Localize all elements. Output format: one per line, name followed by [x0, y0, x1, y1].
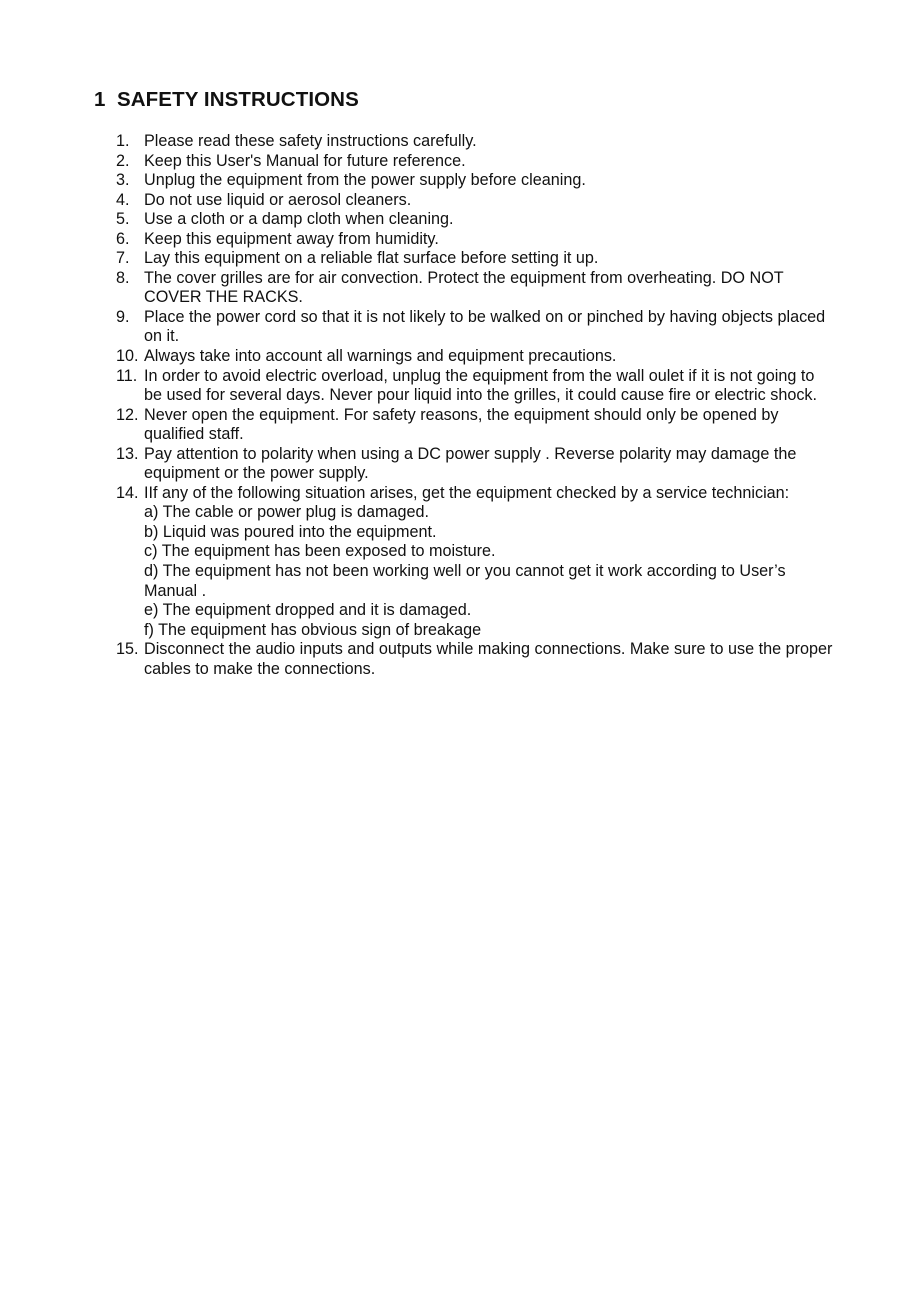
item-text: Place the power cord so that it is not likely to be walked on or pinched by having objects placed on it. [144, 307, 826, 346]
list-item [116, 640, 836, 679]
list-item [116, 269, 836, 308]
safety-instructions-list [116, 132, 836, 679]
condition-item: c) The equipment has been exposed to moisture. [144, 542, 496, 561]
item-text: Keep this equipment away from humidity. [144, 229, 439, 248]
item-number: 15. [116, 640, 139, 659]
item-number: 9. [116, 307, 130, 326]
item-number: 8. [116, 268, 130, 287]
item-text: Unplug the equipment from the power supply before cleaning. [144, 171, 586, 190]
item-number: 13. [116, 444, 139, 463]
list-item [116, 230, 836, 250]
section-title: SAFETY INSTRUCTIONS [117, 88, 359, 111]
list-item [116, 445, 836, 484]
item-text: Disconnect the audio inputs and outputs while making connections. Make sure to use the proper cables to make the connections. [144, 640, 833, 678]
item-number: 5. [116, 210, 130, 229]
item-number: 4. [116, 190, 130, 209]
condition-item: a) The cable or power plug is damaged. [144, 503, 429, 522]
item-text: In order to avoid electric overload, unplug the equipment from the wall oulet if it is not going to be used for several days. Never pour liquid into the grilles, it could cause fire or electric shock. [144, 366, 818, 405]
item-number: 1. [116, 132, 130, 150]
item-number: 10. [116, 347, 139, 366]
item-text: Always take into account all warnings and equipment precautions. [144, 347, 617, 366]
list-item [116, 171, 836, 191]
condition-item: f) The equipment has obvious sign of breakage [144, 620, 482, 639]
list-item [116, 132, 836, 152]
section-number: 1 [94, 88, 106, 111]
item-text: Use a cloth or a damp cloth when cleaning. [144, 210, 454, 229]
condition-item: e) The equipment dropped and it is damaged. [144, 601, 472, 620]
list-item [116, 210, 836, 230]
item-number: 7. [116, 249, 130, 268]
item-number: 11. [116, 366, 138, 385]
section-heading [94, 88, 359, 112]
item-number: 6. [116, 229, 130, 248]
list-item [116, 367, 836, 406]
condition-item: b) Liquid was poured into the equipment. [144, 522, 437, 541]
list-item [116, 406, 836, 445]
condition-item: d) The equipment has not been working well or you cannot get it work according to User’s Manual . [144, 562, 786, 600]
item-number: 12. [116, 405, 139, 424]
item-text: Pay attention to polarity when using a DC power supply . Reverse polarity may damage the equipment or the power supply. [144, 444, 797, 483]
item-number: 2. [116, 151, 130, 170]
list-item [116, 308, 836, 347]
item-number: 14. [116, 483, 139, 502]
item-number: 3. [116, 171, 130, 190]
list-item [116, 484, 836, 640]
item-text: Never open the equipment. For safety reasons, the equipment should only be opened by qualified staff. [144, 405, 779, 444]
list-item [116, 152, 836, 172]
list-item [116, 249, 836, 269]
item-text: Keep this User's Manual for future reference. [144, 151, 466, 170]
list-item [116, 347, 836, 367]
item-text: The cover grilles are for air convection. Protect the equipment from overheating. DO NOT COVER THE RACKS. [144, 268, 784, 307]
item-text: Lay this equipment on a reliable flat surface before setting it up. [144, 249, 599, 268]
list-item [116, 191, 836, 211]
item-text: Do not use liquid or aerosol cleaners. [144, 190, 412, 209]
item-text: Please read these safety instructions carefully. [144, 132, 477, 150]
item-text: IIf any of the following situation arises, get the equipment checked by a service technician: [144, 483, 790, 502]
